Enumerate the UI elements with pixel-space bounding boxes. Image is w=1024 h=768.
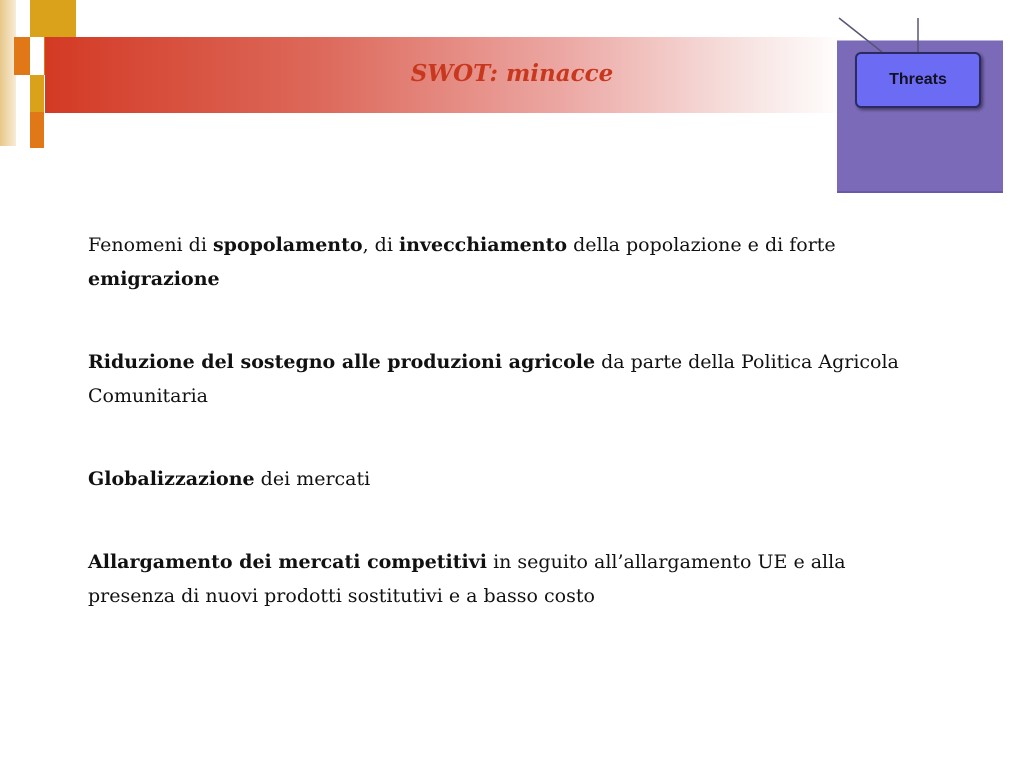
paragraph-3 xyxy=(88,462,938,496)
paragraph-1 xyxy=(88,228,938,296)
text-run: da parte della Politica Agricola Comunitaria xyxy=(88,351,899,407)
deco-square xyxy=(30,0,60,37)
text-run: della popolazione e di forte xyxy=(567,234,836,256)
threats-box xyxy=(855,52,981,108)
deco-square xyxy=(30,112,44,148)
paragraph-4 xyxy=(88,545,938,613)
content xyxy=(88,228,938,662)
threats-label: Threats xyxy=(889,71,947,88)
text-run: Fenomeni di xyxy=(88,234,213,256)
text-run-bold: spopolamento xyxy=(212,234,363,256)
text-run: , di xyxy=(362,234,399,256)
text-run-bold: Riduzione del sostegno alle produzioni agricole xyxy=(88,351,596,373)
text-run-bold: Allargamento dei mercati competitivi xyxy=(88,551,488,573)
text-run: in seguito all’allargamento UE e alla presenza di nuovi prodotti sostitutivi e a basso costo xyxy=(88,551,846,607)
connector-lines xyxy=(837,15,957,55)
text-run-bold: invecchiamento xyxy=(398,234,568,256)
text-run-bold: Globalizzazione xyxy=(88,468,255,490)
text-run: dei mercati xyxy=(254,468,371,490)
slide-title: SWOT: minacce xyxy=(410,60,614,87)
paragraph-2 xyxy=(88,345,938,413)
text-run-bold: emigrazione xyxy=(88,268,220,290)
